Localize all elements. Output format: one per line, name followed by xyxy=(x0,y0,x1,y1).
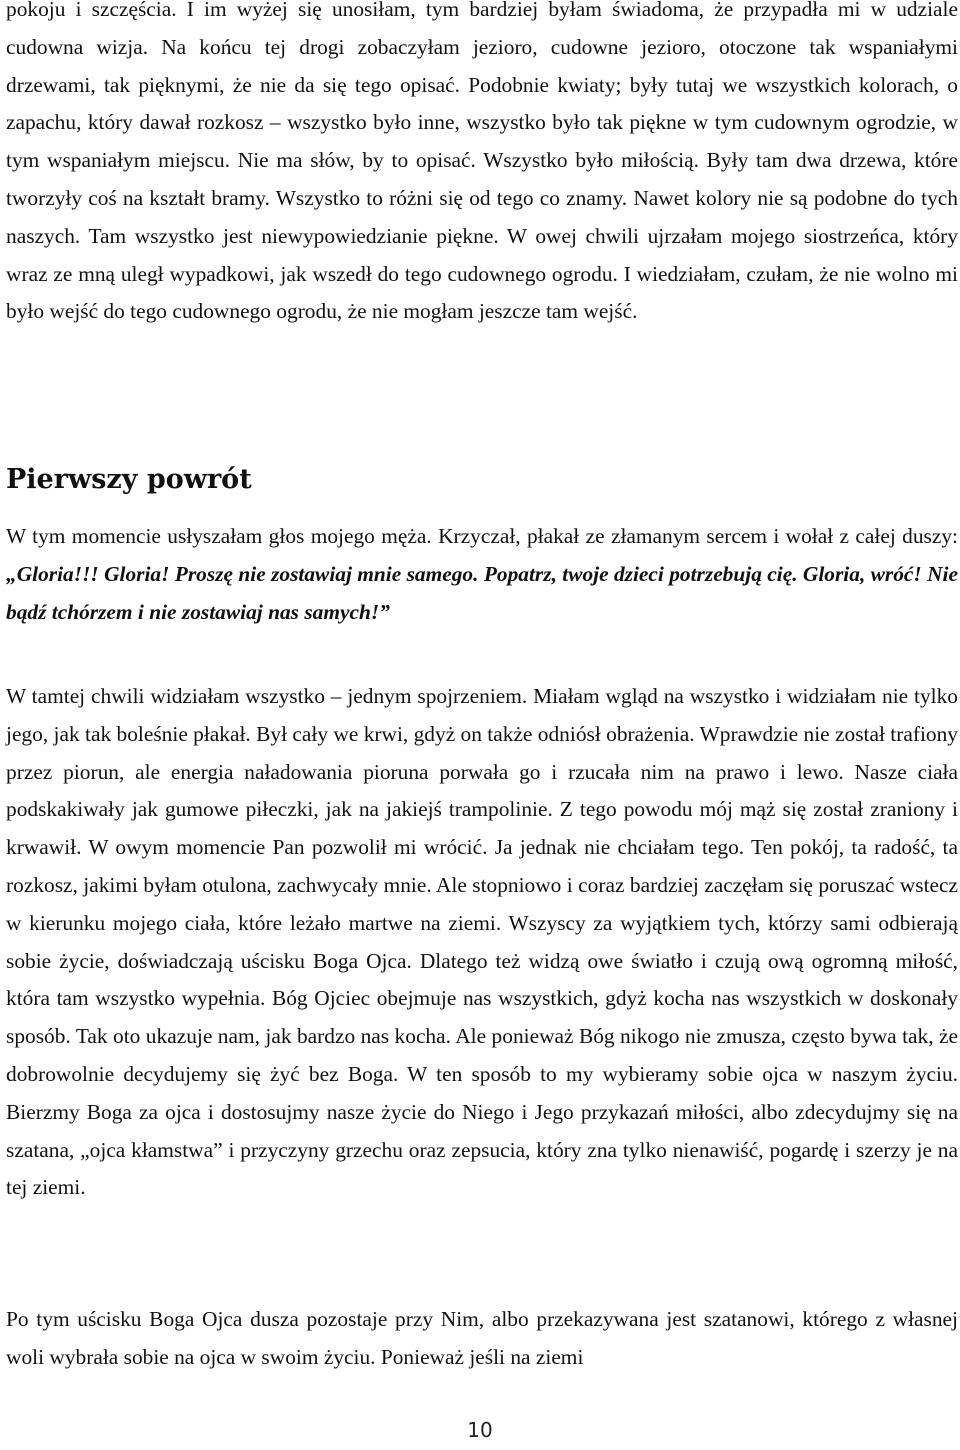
after-paragraph: Po tym uścisku Boga Ojca dusza pozostaje przy Nim, albo przekazywana jest szatanowi, którego z własnej woli wybrała sobie na ojca w swoim życiu. Ponieważ jeśli na ziemi xyxy=(6,1307,958,1369)
intro-paragraph: pokoju i szczęścia. I im wyżej się unosiłam, tym bardziej byłam świadoma, że przypadła mi w udziale cudowna wizja. Na końcu tej drogi zobaczyłam jezioro, cudowne jezioro, otoczone tak wspaniałymi drzewami, tak pięknymi, że nie da się tego opisać. Podobnie kwiaty; były tutaj we wszystkich kolorach, o zapachu, który dawał rozkosz – wszystko było inne, wszystko było tak piękne w tym cudownym ogrodzie, w tym wspaniałym miejscu. Nie ma słów, by to opisać. Wszystko było miłością. Były tam dwa drzewa, które tworzyły coś na kształt bramy. Wszystko to różni się od tego co znamy. Nawet kolory nie są podobne do tych naszych. Tam wszystko jest niewypowiedzianie piękne. W owej chwili ujrzałam mojego siostrzeńca, który wraz ze mną uległ wypadkowi, jak wszedł do tego cudownego ogrodu. I wiedziałam, czułam, że nie wolno mi było wejść do tego cudownego ogrodu, że nie mogłam jeszcze tam wejść. xyxy=(6,0,958,324)
shout-paragraph xyxy=(6,518,958,631)
shout-lead-text: W tym momencie usłyszałam głos mojego męża. Krzyczał, płakał ze złamanym sercem i wołał z całej duszy: xyxy=(6,524,958,548)
shout-quote-text: „Gloria!!! Gloria! Proszę nie zostawiaj mnie samego. Popatrz, twoje dzieci potrzebują cię. Gloria, wróć! Nie bądź tchórzem i nie zostawiaj nas samych!” xyxy=(6,561,958,624)
section-heading: Pierwszy powrót xyxy=(6,464,252,495)
vision-paragraph: W tamtej chwili widziałam wszystko – jednym spojrzeniem. Miałam wgląd na wszystko i widziałam nie tylko jego, jak tak boleśnie płakał. Był cały we krwi, gdyż on także odniósł obrażenia. Wprawdzie nie został trafiony przez piorun, ale energia naładowania pioruna porwała go i rzucała nim na prawo i lewo. Nasze ciała podskakiwały jak gumowe piłeczki, jak na jakiejś trampolinie. Z tego powodu mój mąż się został zraniony i krwawił. W owym momencie Pan pozwolił mi wrócić. Ja jednak nie chciałam tego. Ten pokój, ta radość, ta rozkosz, jakimi byłam otulona, zachwycały mnie. Ale stopniowo i coraz bardziej zaczęłam się poruszać wstecz w kierunku mojego ciała, które leżało martwe na ziemi. Wszyscy za wyjątkiem tych, którzy sami odbierają sobie życie, doświadczają uścisku Boga Ojca. Dlatego też widzą owe światło i czują ową ogromną miłość, która tam wszystko wypełnia. Bóg Ojciec obejmuje nas wszystkich, gdyż kocha nas wszystkich w doskonały sposób. Tak oto ukazuje nam, jak bardzo nas kocha. Ale ponieważ Bóg nikogo nie zmusza, często bywa tak, że dobrowolnie decydujemy się żyć bez Boga. W ten sposób to my wybieramy sobie ojca w naszym życiu. Bierzmy Boga za ojca i dostosujmy nasze życie do Niego i Jego przykazań miłości, albo zdecydujmy się na szatana, „ojca kłamstwa” i przyczyny grzechu oraz zepsucia, który zna tylko nienawiść, pogardę i szerzy je na tej ziemi. xyxy=(6,684,958,1200)
page-number: 10 xyxy=(467,1418,493,1442)
